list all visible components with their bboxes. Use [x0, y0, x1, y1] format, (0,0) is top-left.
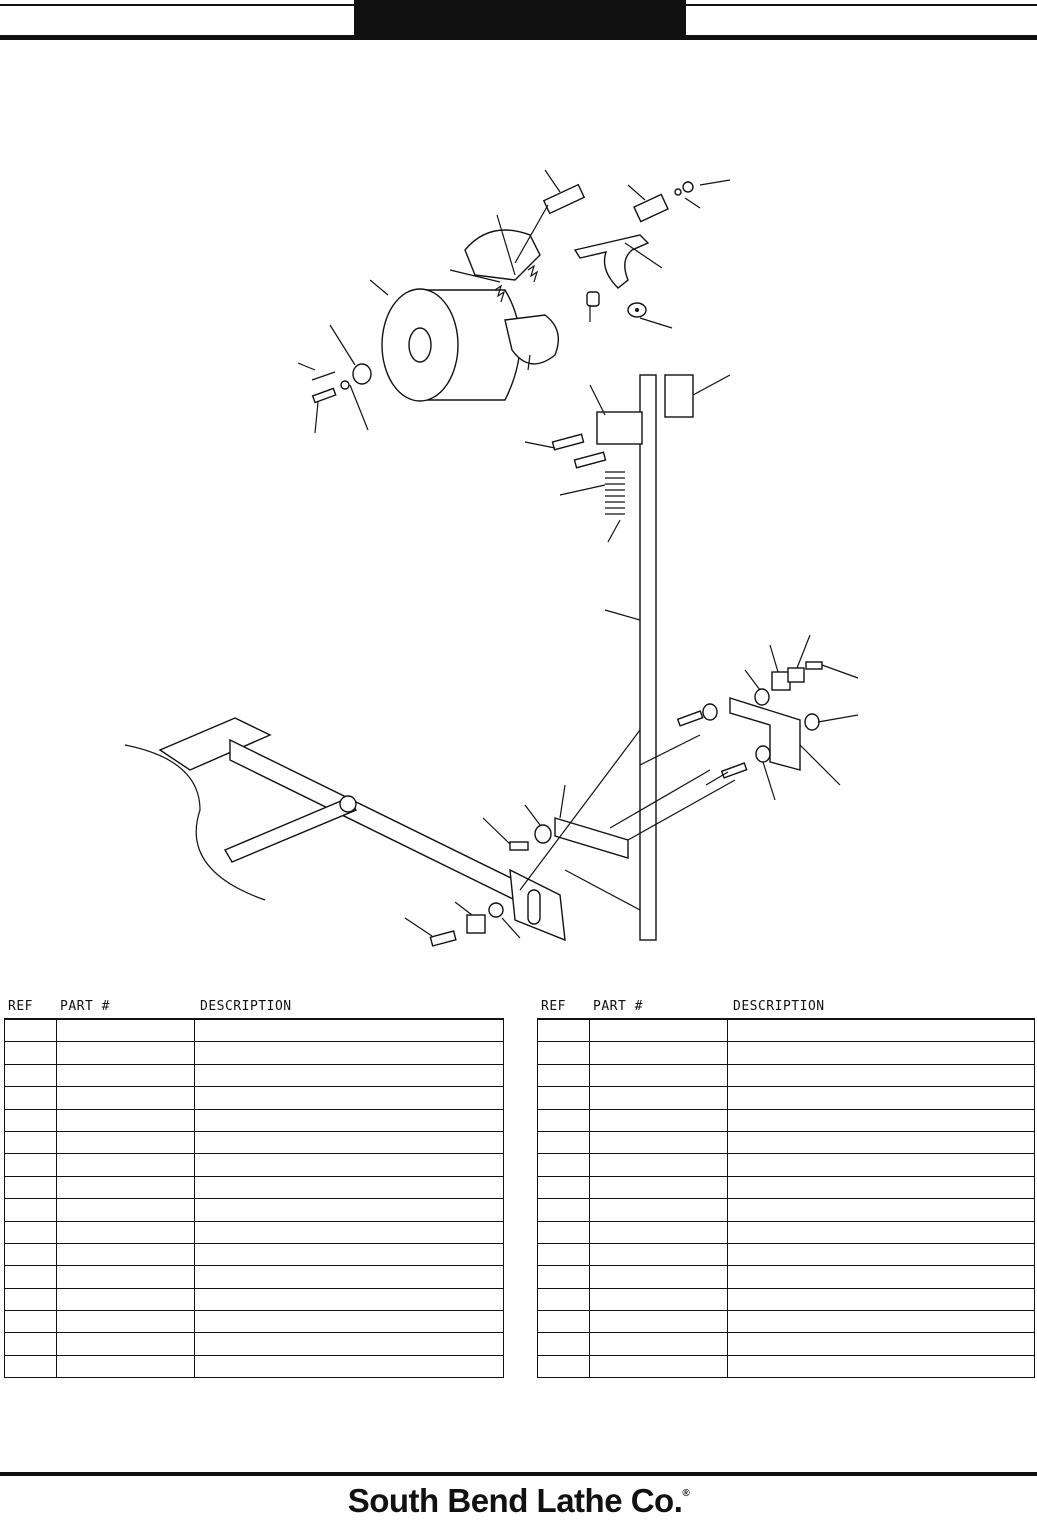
table-row — [538, 1333, 1034, 1355]
table-row — [5, 1020, 503, 1042]
table-row — [538, 1177, 1034, 1199]
ref-header: REF — [8, 999, 33, 1014]
retaining-ring — [683, 182, 693, 192]
part-number-cell — [590, 1199, 728, 1220]
description-cell — [728, 1065, 1034, 1086]
table-row — [538, 1311, 1034, 1333]
part-number-cell — [590, 1333, 728, 1354]
rod-bracket — [665, 375, 693, 417]
table-row — [538, 1065, 1034, 1087]
table-row — [538, 1132, 1034, 1154]
table-row — [538, 1154, 1034, 1176]
part-number-cell — [590, 1289, 728, 1310]
part-number-cell — [590, 1356, 728, 1377]
table-row — [5, 1110, 503, 1132]
ref-cell — [538, 1020, 590, 1041]
table-row — [5, 1244, 503, 1266]
description-cell — [728, 1020, 1034, 1041]
ref-cell — [5, 1199, 57, 1220]
table-row — [538, 1222, 1034, 1244]
lock-washer — [341, 381, 349, 389]
table-row — [538, 1266, 1034, 1288]
part-number-cell — [590, 1065, 728, 1086]
part-number-cell — [590, 1087, 728, 1108]
table-header — [537, 988, 1035, 1018]
part-number-cell — [57, 1154, 195, 1175]
ref-cell — [5, 1222, 57, 1243]
description-cell — [195, 1222, 503, 1243]
part-number-cell — [57, 1356, 195, 1377]
part-number-cell — [57, 1244, 195, 1265]
header-tab — [354, 0, 686, 38]
table-row — [5, 1222, 503, 1244]
ref-cell — [538, 1356, 590, 1377]
bracket-screw-3 — [806, 662, 822, 669]
part-number-cell — [57, 1065, 195, 1086]
description-cell — [195, 1289, 503, 1310]
ref-cell — [5, 1289, 57, 1310]
cap-screw — [313, 388, 336, 402]
ref-cell — [538, 1199, 590, 1220]
part-number-cell — [590, 1266, 728, 1287]
pedal-nut — [489, 903, 503, 917]
description-cell — [195, 1311, 503, 1332]
description-cell — [728, 1311, 1034, 1332]
description-cell — [195, 1065, 503, 1086]
table-rows — [537, 1018, 1035, 1378]
ref-cell — [5, 1177, 57, 1198]
ref-cell — [5, 1110, 57, 1131]
ref-cell — [5, 1154, 57, 1175]
brake-drum — [382, 289, 520, 401]
description-cell — [195, 1042, 503, 1063]
bar-screw — [510, 842, 528, 850]
part-number-cell — [57, 1110, 195, 1131]
ref-cell — [538, 1177, 590, 1198]
part-number-cell — [57, 1222, 195, 1243]
ref-cell — [538, 1110, 590, 1131]
bracket-washer — [755, 689, 769, 705]
description-cell — [728, 1199, 1034, 1220]
ref-cell — [538, 1065, 590, 1086]
part-number-cell — [590, 1177, 728, 1198]
table-row — [5, 1065, 503, 1087]
page-header — [0, 0, 1037, 42]
mount-plate — [597, 412, 642, 444]
table-row — [538, 1356, 1034, 1378]
parts-table-left — [4, 988, 504, 1378]
upper-brake-shoe — [465, 230, 540, 280]
exploded-parts-diagram — [0, 150, 1037, 960]
part-number-cell — [57, 1087, 195, 1108]
small-washer — [675, 189, 681, 195]
description-cell — [728, 1087, 1034, 1108]
part-number-cell — [57, 1289, 195, 1310]
bracket-screw-2 — [722, 763, 747, 778]
parts-table-right — [537, 988, 1035, 1378]
brake-rod — [640, 375, 656, 940]
part-number-cell — [590, 1311, 728, 1332]
table-row — [5, 1311, 503, 1333]
part-number-cell — [57, 1266, 195, 1287]
ref-cell — [538, 1087, 590, 1108]
ref-cell — [538, 1289, 590, 1310]
description-cell — [728, 1356, 1034, 1377]
ref-cell — [5, 1356, 57, 1377]
description-header: DESCRIPTION — [200, 999, 292, 1014]
description-cell — [195, 1020, 503, 1041]
table-row — [5, 1199, 503, 1221]
part-number-cell — [590, 1222, 728, 1243]
ref-cell — [5, 1020, 57, 1041]
drum-washer — [353, 364, 371, 384]
ref-cell — [5, 1266, 57, 1287]
pedal-bushing — [467, 915, 485, 933]
footer-rule — [0, 1472, 1037, 1476]
pivot-pin — [544, 185, 584, 214]
table-row — [5, 1132, 503, 1154]
part-number-cell — [590, 1244, 728, 1265]
brand-name: South Bend Lathe Co. — [347, 1482, 683, 1519]
lever-pin — [587, 292, 599, 306]
table-row — [538, 1289, 1034, 1311]
description-cell — [728, 1333, 1034, 1354]
description-cell — [195, 1199, 503, 1220]
description-cell — [195, 1087, 503, 1108]
table-row — [5, 1333, 503, 1355]
description-cell — [195, 1356, 503, 1377]
table-row — [538, 1244, 1034, 1266]
part-number-cell — [590, 1154, 728, 1175]
description-cell — [728, 1154, 1034, 1175]
part-number-cell — [57, 1042, 195, 1063]
return-spring — [605, 472, 625, 514]
description-cell — [195, 1244, 503, 1265]
ref-cell — [538, 1244, 590, 1265]
description-cell — [728, 1244, 1034, 1265]
ref-cell — [5, 1311, 57, 1332]
bracket-washer-3 — [805, 714, 819, 730]
table-row — [5, 1177, 503, 1199]
table-row — [538, 1199, 1034, 1221]
part-number-cell — [57, 1132, 195, 1153]
ref-cell — [538, 1266, 590, 1287]
ref-cell — [5, 1132, 57, 1153]
table-row — [538, 1110, 1034, 1132]
bushing — [634, 194, 668, 221]
table-row — [5, 1154, 503, 1176]
description-cell — [195, 1177, 503, 1198]
description-cell — [728, 1266, 1034, 1287]
table-header — [4, 988, 504, 1018]
bracket-washer-2 — [703, 704, 717, 720]
part-number-header: PART # — [60, 999, 110, 1014]
ref-cell — [5, 1333, 57, 1354]
part-number-cell — [57, 1199, 195, 1220]
registered-mark: ® — [682, 1488, 690, 1499]
description-cell — [728, 1110, 1034, 1131]
table-row — [5, 1087, 503, 1109]
ref-cell — [5, 1244, 57, 1265]
table-row — [538, 1087, 1034, 1109]
bracket-screw — [678, 711, 703, 726]
part-number-cell — [590, 1020, 728, 1041]
ref-cell — [538, 1042, 590, 1063]
part-number-cell — [57, 1177, 195, 1198]
description-cell — [728, 1042, 1034, 1063]
table-row — [5, 1042, 503, 1064]
plate-screw-2 — [574, 452, 605, 467]
brand-logo — [0, 1482, 1037, 1520]
description-cell — [195, 1333, 503, 1354]
table-row — [5, 1289, 503, 1311]
pedal-screw — [430, 931, 456, 946]
table-row — [5, 1356, 503, 1378]
description-cell — [728, 1222, 1034, 1243]
shoe-spring-2 — [528, 266, 537, 282]
description-cell — [195, 1132, 503, 1153]
bar-washer — [535, 825, 551, 843]
part-number-cell — [57, 1311, 195, 1332]
ref-cell — [5, 1042, 57, 1063]
description-cell — [195, 1266, 503, 1287]
table-row — [5, 1266, 503, 1288]
ref-cell — [538, 1222, 590, 1243]
ref-cell — [538, 1132, 590, 1153]
part-number-cell — [57, 1333, 195, 1354]
clamp-block — [788, 668, 804, 682]
description-cell — [728, 1177, 1034, 1198]
table-row — [538, 1042, 1034, 1064]
description-header: DESCRIPTION — [733, 999, 825, 1014]
ref-cell — [538, 1311, 590, 1332]
brake-cam-lever — [575, 235, 648, 288]
description-cell — [728, 1132, 1034, 1153]
bracket-washer-4 — [756, 746, 770, 762]
description-cell — [195, 1154, 503, 1175]
table-rows — [4, 1018, 504, 1378]
description-cell — [195, 1110, 503, 1131]
part-number-cell — [590, 1042, 728, 1063]
part-number-cell — [590, 1110, 728, 1131]
table-row — [538, 1020, 1034, 1042]
part-number-cell — [590, 1132, 728, 1153]
description-cell — [728, 1289, 1034, 1310]
ref-cell — [538, 1154, 590, 1175]
part-number-header: PART # — [593, 999, 643, 1014]
ref-header: REF — [541, 999, 566, 1014]
plate-screw — [552, 434, 583, 449]
spacer-block — [772, 672, 790, 690]
ref-cell — [538, 1333, 590, 1354]
ref-cell — [5, 1065, 57, 1086]
part-number-cell — [57, 1020, 195, 1041]
ref-cell — [5, 1087, 57, 1108]
